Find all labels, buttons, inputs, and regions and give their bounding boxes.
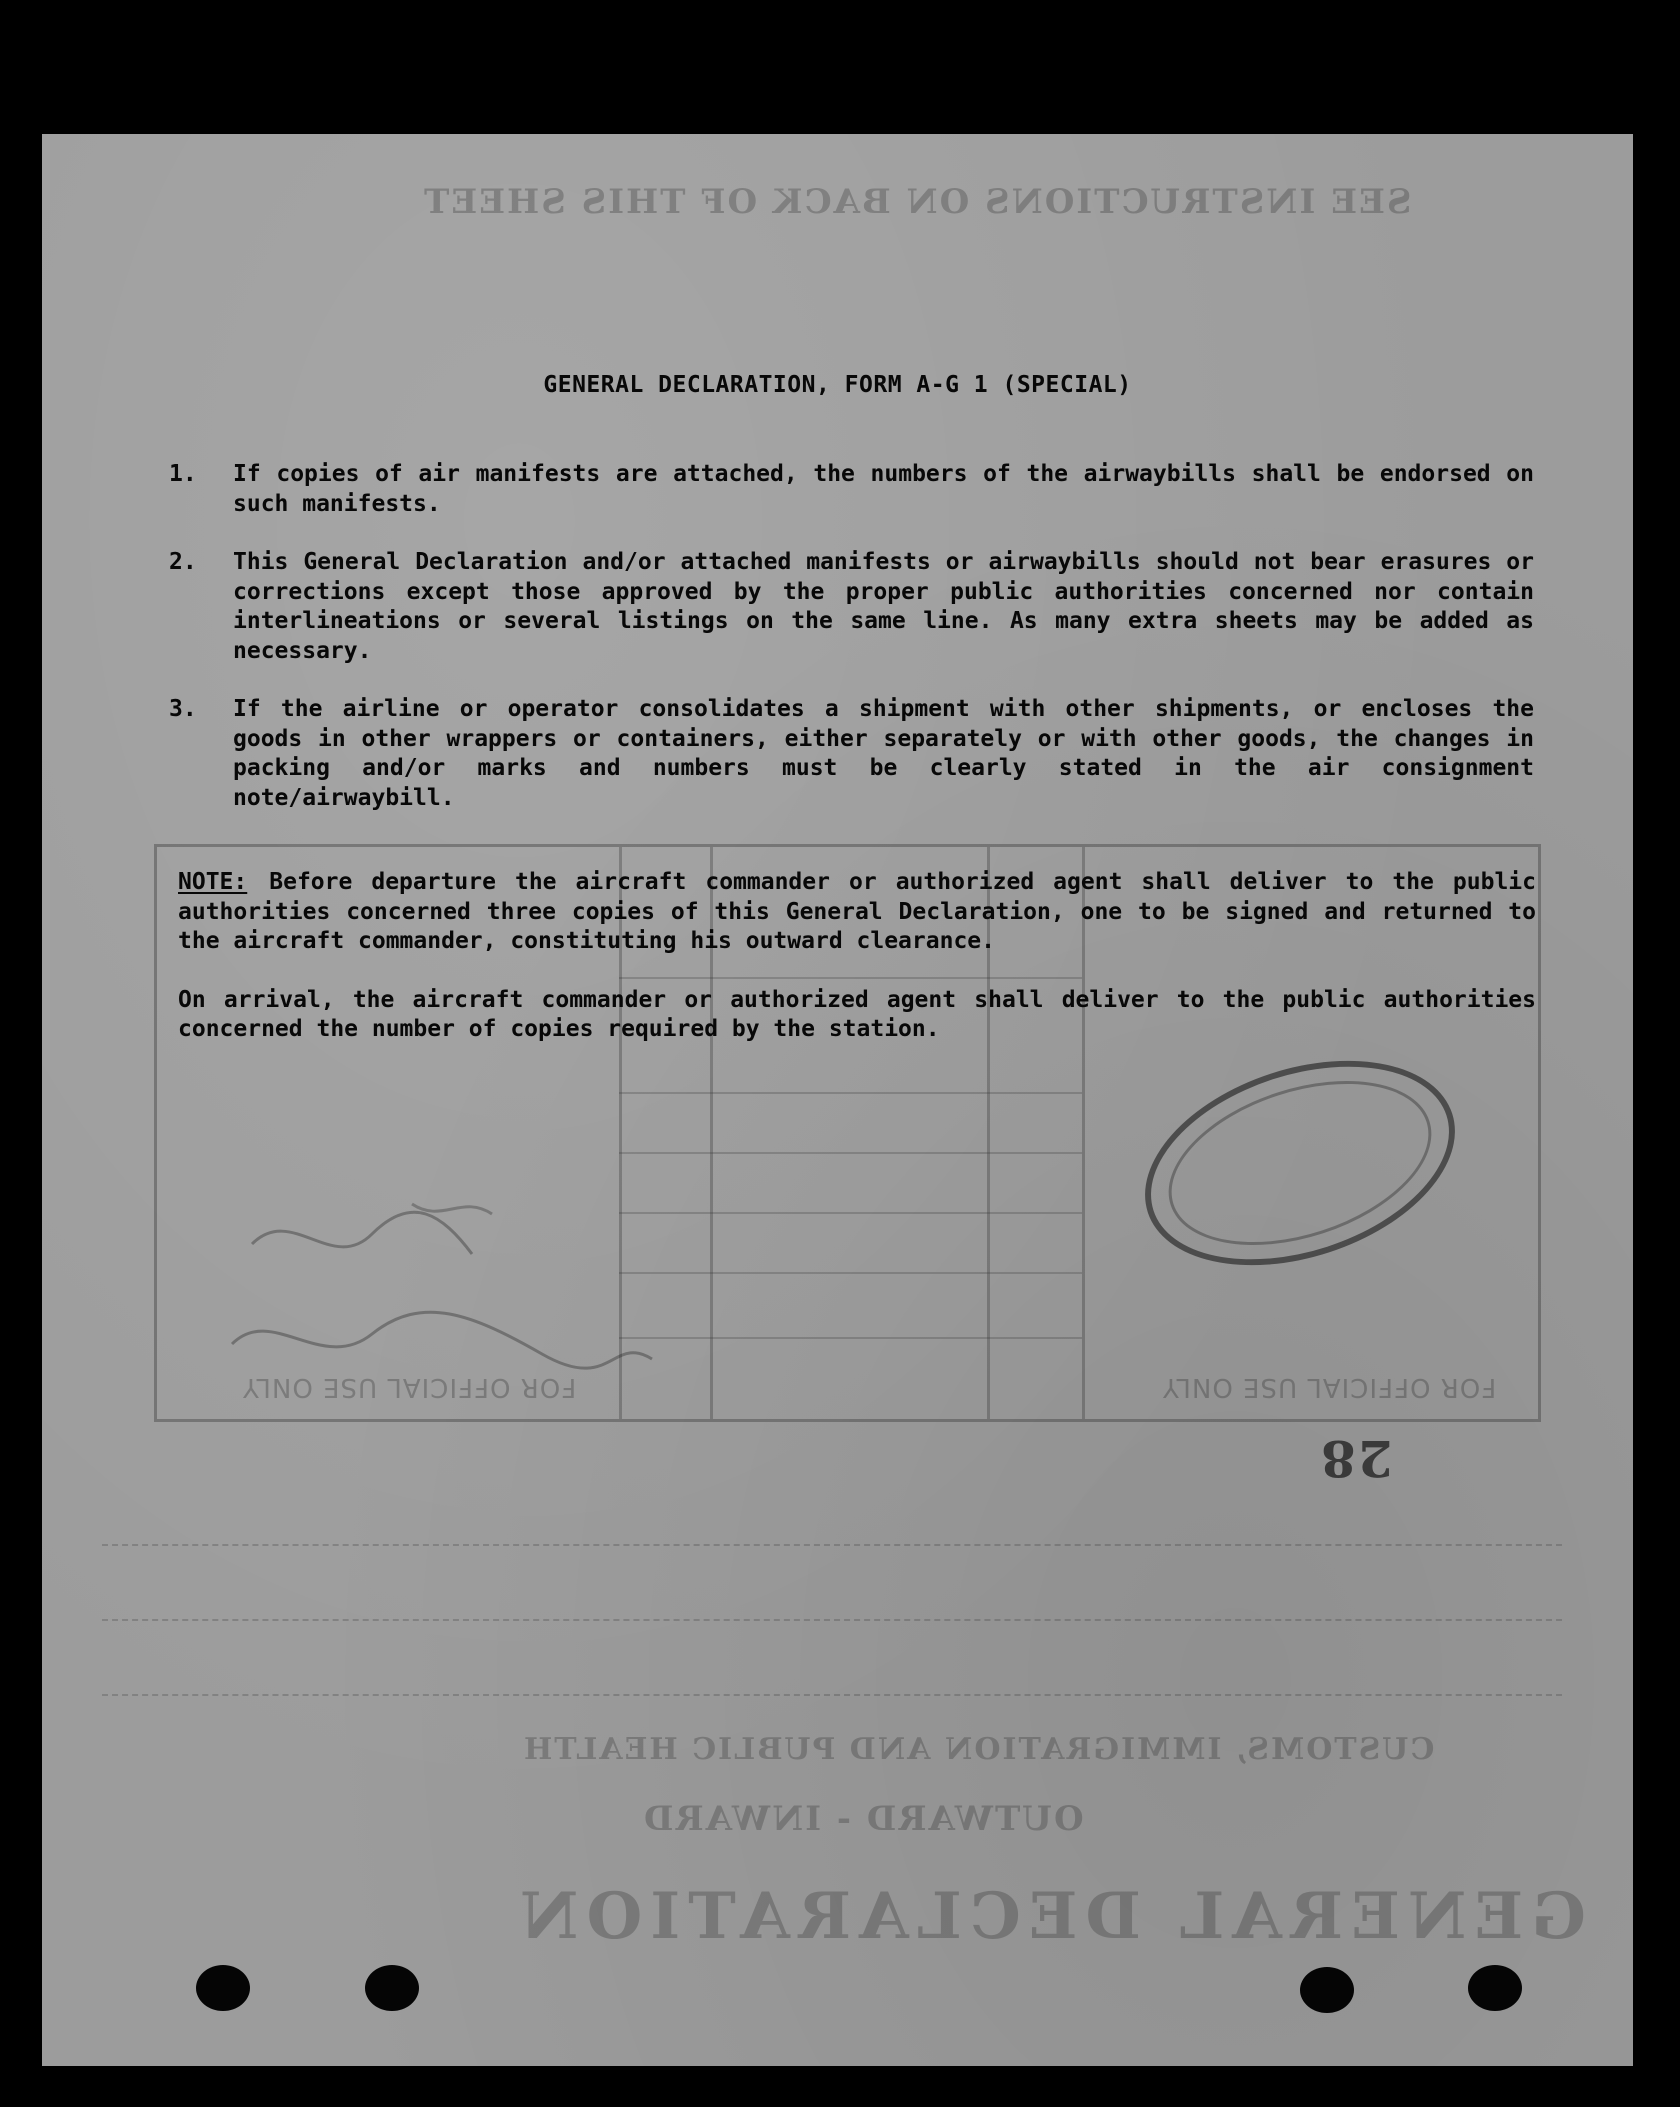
instruction-item: [169, 695, 1534, 813]
punch-hole: [196, 1965, 250, 2011]
bleed-through-top-instruction: SEE INSTRUCTIONS ON BACK OF THIS SHEET: [422, 182, 1412, 222]
note-departure: [178, 868, 1536, 957]
bleed-through-official-use-right: FOR OFFICIAL USE ONLY: [1162, 1372, 1497, 1402]
instruction-item: [169, 460, 1534, 519]
bleed-through-page-number: 28: [1319, 1429, 1393, 1488]
instructions-page: [42, 134, 1633, 2066]
punch-hole: [365, 1965, 419, 2011]
instruction-text: If the airline or operator consolidates a shipment with other shipments, or encloses the goods in other wrappers or containers, either separately or with other goods, the changes in packing and/or marks and numbers must be clearly stated in the air consignment note/airwaybill.: [233, 696, 1534, 811]
bleed-through-title: GENERAL DECLARATION: [512, 1879, 1586, 1954]
note-section: [178, 868, 1536, 1045]
note-departure-text: Before departure the aircraft commander or authorized agent shall deliver to the public authorities concerned three copies of this General Declaration, one to be signed and returned to the aircraft commander, constituting his outward clearance.: [178, 869, 1536, 954]
bleed-through-official-use-left: FOR OFFICIAL USE ONLY: [242, 1372, 577, 1402]
bleed-through-subtitle: OUTWARD - INWARD: [642, 1799, 1084, 1839]
document-sheet: [42, 134, 1633, 2066]
punch-hole: [1468, 1965, 1522, 2011]
note-label: NOTE:: [178, 869, 248, 895]
instruction-text: This General Declaration and/or attached manifests or airwaybills should not bear erasures or corrections except those approved by the proper public authorities concerned nor contain interlineations or several listings on the same line. As many extra sheets may be added as necessary.: [233, 549, 1534, 664]
instruction-number: 3.: [169, 696, 197, 722]
instruction-number: 1.: [169, 461, 197, 487]
punch-hole: [1300, 1967, 1354, 2013]
instruction-number: 2.: [169, 549, 197, 575]
page-title: GENERAL DECLARATION, FORM A-G 1 (SPECIAL): [543, 372, 1132, 398]
instruction-item: [169, 548, 1534, 666]
instruction-text: If copies of air manifests are attached, the numbers of the airwaybills shall be endorsed on such manifests.: [233, 461, 1534, 517]
note-arrival-text: On arrival, the aircraft commander or authorized agent shall deliver to the public authorities concerned the number of copies required by the station.: [178, 986, 1536, 1042]
bleed-through-customs-line: CUSTOMS, IMMIGRATION AND PUBLIC HEALTH: [522, 1732, 1435, 1767]
